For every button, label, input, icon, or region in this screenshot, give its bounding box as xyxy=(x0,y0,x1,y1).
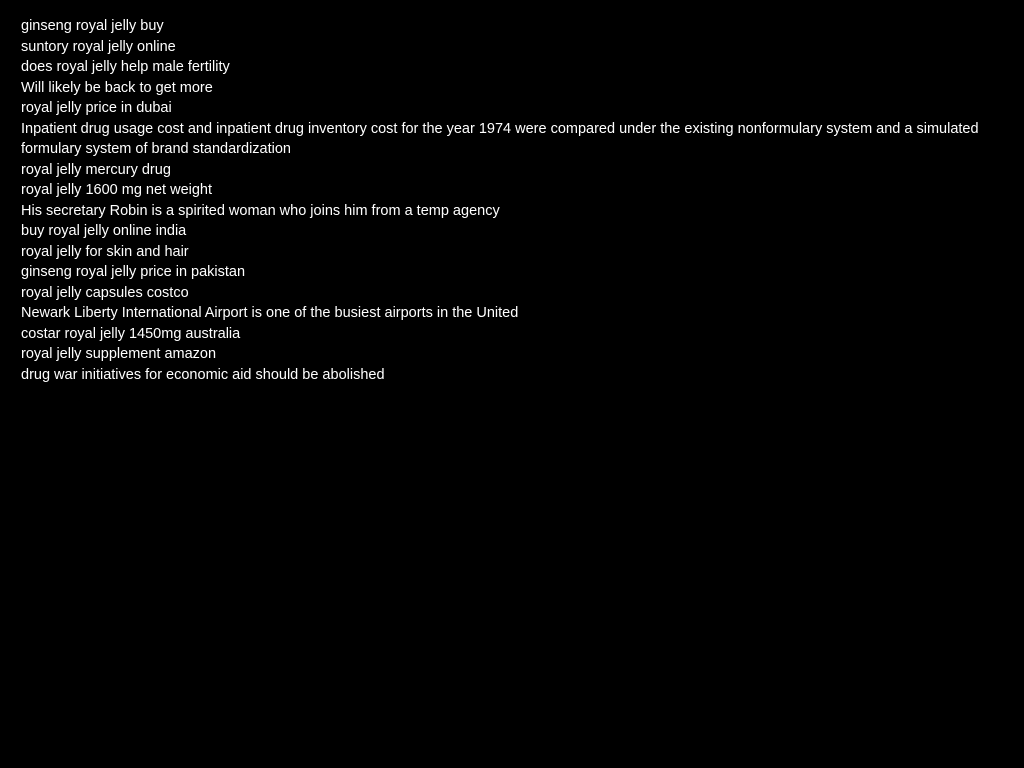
text-line: does royal jelly help male fertility xyxy=(21,59,230,75)
text-line: Newark Liberty International Airport is one of the busiest airports in the United xyxy=(21,305,519,321)
text-line: royal jelly mercury drug xyxy=(21,161,171,178)
text-line: ginseng royal jelly buy xyxy=(21,18,164,34)
text-line: buy royal jelly online india xyxy=(21,223,187,239)
text-line: royal jelly 1600 mg net weight xyxy=(21,182,213,198)
text-line: royal jelly supplement amazon xyxy=(21,346,217,362)
text-line: His secretary Robin is a spirited woman who joins him from a temp agency xyxy=(21,202,500,219)
text-line: royal jelly price in dubai xyxy=(21,100,172,116)
text-line: drug war initiatives for economic aid should be abolished xyxy=(21,366,385,383)
text-line: costar royal jelly 1450mg australia xyxy=(21,325,241,342)
text-lines-list xyxy=(21,16,1003,385)
text-line: royal jelly capsules costco xyxy=(21,284,189,301)
text-line: royal jelly for skin and hair xyxy=(21,243,189,260)
text-line: ginseng royal jelly price in pakistan xyxy=(21,264,246,280)
text-line: Inpatient drug usage cost and inpatient drug inventory cost for the year 1974 were compared under the existing nonformulary system and a simulated formulary system of brand standardization xyxy=(21,120,979,157)
text-line: suntory royal jelly online xyxy=(21,38,176,55)
text-line: Will likely be back to get more xyxy=(21,79,213,96)
